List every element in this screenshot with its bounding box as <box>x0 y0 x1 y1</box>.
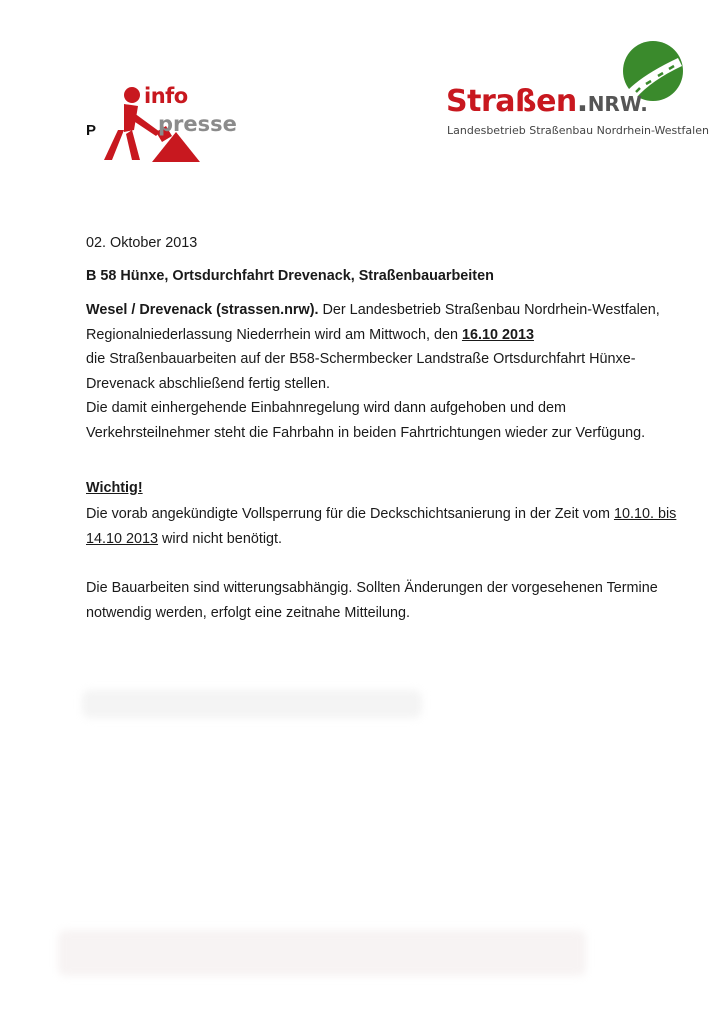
brand-name: Straßen.NRW. <box>446 84 648 119</box>
logo-presse-word: presse <box>158 112 237 136</box>
press-date: 02. Oktober 2013 <box>86 235 198 251</box>
wichtig-line: 14.10 2013 wird nicht benötigt. <box>86 530 283 547</box>
closure-period-start: 10.10. bis <box>613 506 677 522</box>
body-line: die Straßenbauarbeiten auf der B58-Schermbecker Landstraße Ortsdurchfahrt Hünxe- <box>86 351 636 368</box>
body-line: Regionalniederlassung Niederrhein wird am Mittwoch, den 16.10 2013 <box>86 326 534 343</box>
closure-period-end: 14.10 2013 <box>86 530 159 547</box>
infopresse-logo <box>86 86 256 168</box>
wichtig-heading: Wichtig! <box>86 480 143 496</box>
note-line: notwendig werden, erfolgt eine zeitnahe Mitteilung. <box>86 604 410 621</box>
logo-p-letter: P <box>86 122 97 139</box>
note-line: Die Bauarbeiten sind witterungsabhängig. Sollten Änderungen der vorgesehenen Termine <box>86 580 658 596</box>
body-line: Drevenack abschließend fertig stellen. <box>86 375 330 392</box>
wichtig-body <box>86 502 676 551</box>
press-body <box>86 298 660 446</box>
body-line: Wesel / Drevenack (strassen.nrw). Der Landesbetrieb Straßenbau Nordrhein-Westfalen, <box>86 302 660 318</box>
strassen-nrw-logo <box>446 40 709 140</box>
wichtig-line: Die vorab angekündigte Vollsperrung für die Deckschichtsanierung in der Zeit vom 10.10. bis <box>86 506 677 522</box>
body-line: Die damit einhergehende Einbahnregelung wird dann aufgehoben und dem <box>86 400 567 417</box>
completion-date: 16.10 2013 <box>461 326 534 343</box>
redacted-footer-area <box>58 930 586 976</box>
body-line: Verkehrsteilnehmer steht die Fahrbahn in beiden Fahrtrichtungen wieder zur Verfügung. <box>86 424 646 441</box>
brand-suffix: NRW. <box>587 92 648 116</box>
brand-tagline: Landesbetrieb Straßenbau Nordrhein-Westfalen <box>447 124 709 137</box>
dateline: Wesel / Drevenack (strassen.nrw). <box>86 302 319 318</box>
press-title: B 58 Hünxe, Ortsdurchfahrt Drevenack, Straßenbauarbeiten <box>86 268 494 284</box>
logo-info-word: info <box>144 84 188 108</box>
redacted-contact-area <box>82 690 422 718</box>
weather-note <box>86 576 658 625</box>
